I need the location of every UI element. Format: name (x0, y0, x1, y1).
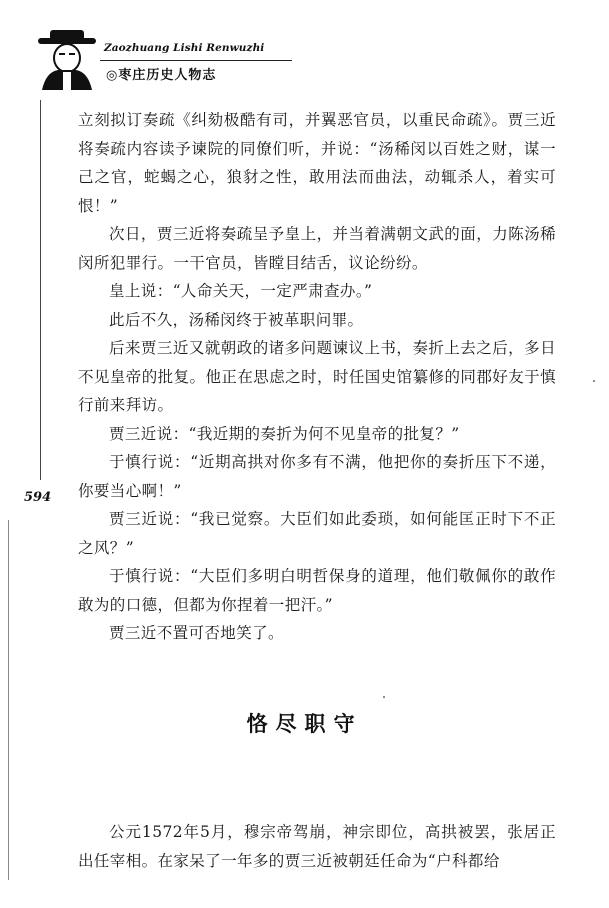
paragraph: 皇上说：“人命关天，一定严肃查办。” (109, 282, 373, 300)
body-text (78, 106, 556, 648)
margin-rule (40, 100, 41, 480)
header-divider (100, 60, 292, 61)
paragraph: 立刻拟订奏疏《纠劾极酷有司，并翼恶官员，以重民命疏》。贾三近将奏疏内容读予谏院的同僚们听，并说：“汤稀闵以百姓之财，谋一己之官，蛇蝎之心，狼豺之性，敢用法而曲法，动辄杀人，着实可恨！” (78, 111, 556, 215)
paragraph: 于慎行说：“大臣们多明白明哲保身的道理，他们敬佩你的敢作敢为的口德，但都为你捏着一把汗。” (78, 567, 556, 614)
scan-speck (593, 380, 595, 382)
header-chinese-title: ◎枣庄历史人物志 (106, 68, 217, 83)
official-portrait-icon (36, 28, 98, 90)
header-latin-title: Zaozhuang Lishi Renwuzhi (104, 42, 265, 54)
scan-speck (383, 696, 385, 698)
paragraph: 贾三近说：“我近期的奏折为何不见皇帝的批复？” (109, 424, 460, 443)
paragraph: 贾三近说：“我已觉察。大臣们如此委琐，如何能匡正时下不正之风？” (78, 510, 556, 557)
paragraph: 次日，贾三近将奏疏呈予皇上，并当着满朝文武的面，力陈汤稀闵所犯罪行。一干官员，皆瞠目结舌，议论纷纷。 (78, 225, 556, 272)
paragraph: 后来贾三近又就朝政的诸多问题谏议上书，奏折上去之后，多日不见皇帝的批复。他正在思虑之时，时任国史馆纂修的同郡好友于慎行前来拜访。 (78, 339, 556, 414)
paragraph: 此后不久，汤稀闵终于被革职问罪。 (109, 310, 364, 329)
running-header (36, 28, 296, 98)
paragraph: 公元1572年5月，穆宗帝驾崩，神宗即位，高拱被罢，张居正出任宰相。在家呆了一年多的贾三近被朝廷任命为“户科都给 (78, 823, 556, 870)
scan-edge-line (8, 520, 9, 880)
section-body-text (78, 818, 556, 875)
page-number: 594 (24, 490, 52, 505)
section-title: 恪尽职守 (246, 711, 363, 736)
paragraph: 贾三近不置可否地笑了。 (109, 624, 284, 642)
paragraph: 于慎行说：“近期高拱对你多有不满，他把你的奏折压下不递，你要当心啊！” (78, 453, 556, 500)
